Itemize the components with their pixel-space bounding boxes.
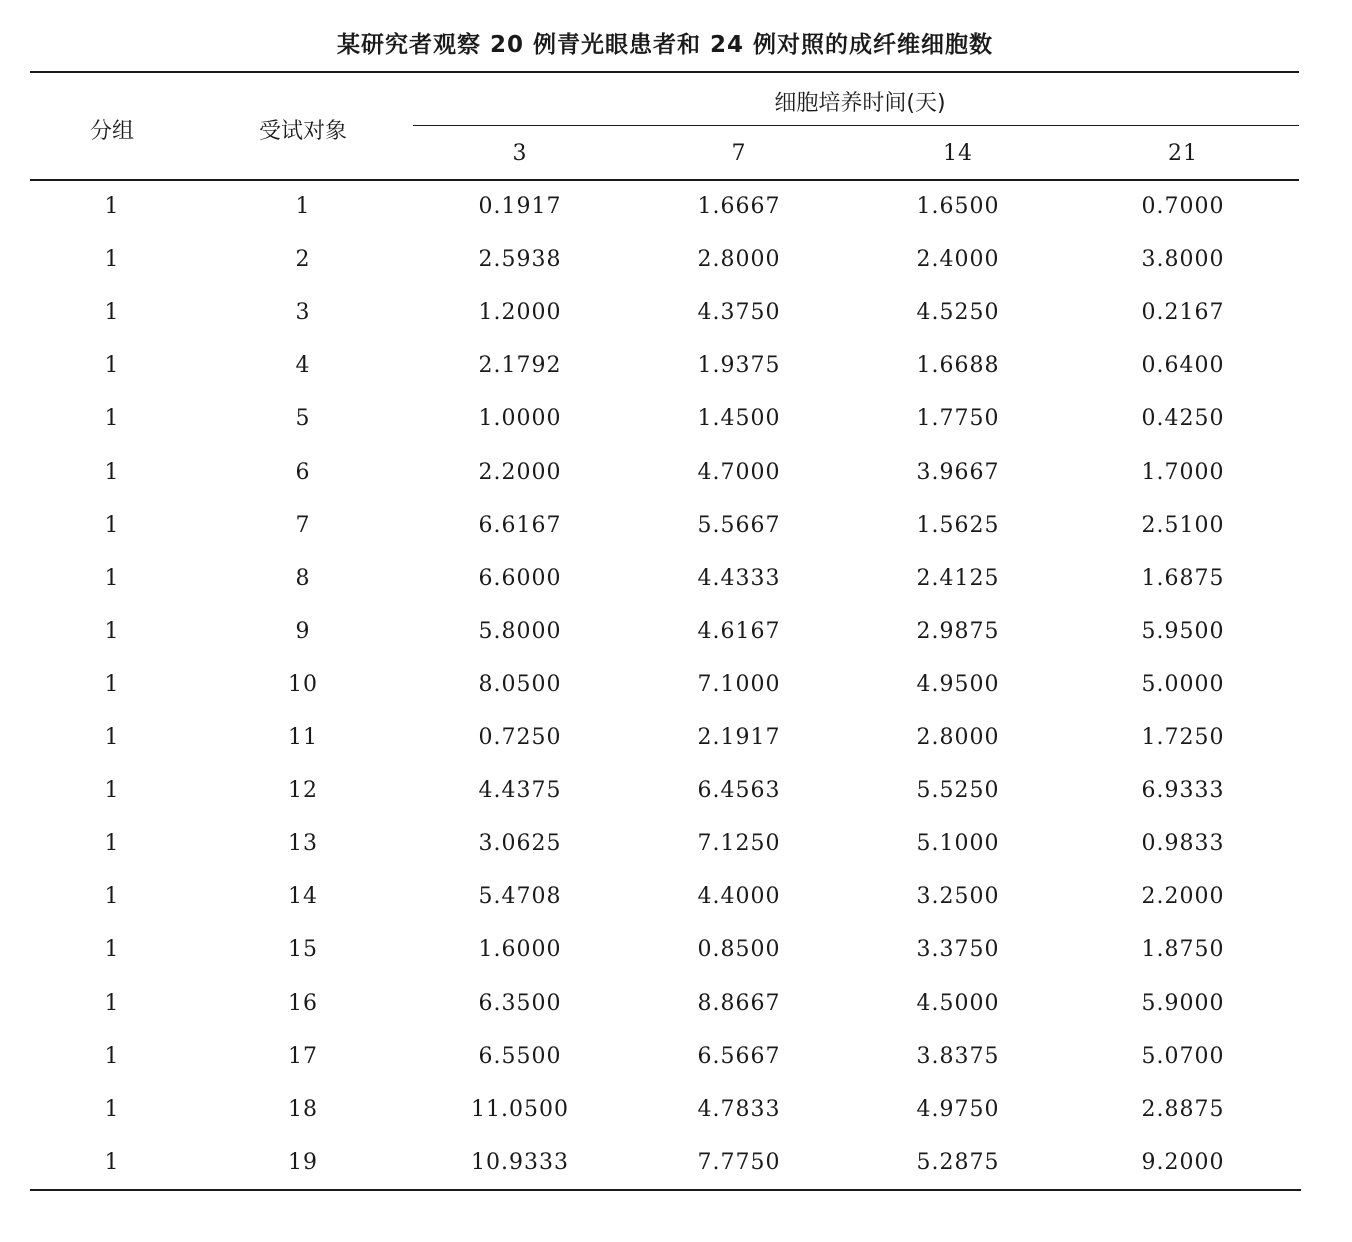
cell-group: 1 (104, 937, 120, 963)
cell-day-14: 2.8000 (916, 725, 1000, 750)
cell-day-14: 2.4125 (916, 565, 1000, 591)
cell-day-14: 4.5250 (916, 300, 1000, 326)
table-row (0, 1150, 1352, 1182)
cell-day-14: 5.1000 (916, 831, 1000, 857)
table-row (0, 831, 1352, 863)
cell-group: 1 (104, 671, 120, 697)
cell-subject: 12 (288, 778, 318, 804)
cell-day-21: 2.5100 (1141, 512, 1225, 538)
cell-day-14: 1.6500 (916, 194, 1000, 219)
cell-day-3: 3.0625 (478, 831, 562, 857)
cell-day-3: 6.3500 (478, 990, 562, 1016)
header-day-14: 14 (943, 141, 973, 166)
cell-group: 1 (104, 618, 120, 644)
cell-day-21: 5.9500 (1141, 618, 1225, 644)
cell-group: 1 (104, 1149, 120, 1175)
cell-day-7: 4.6167 (697, 618, 781, 644)
cell-group: 1 (104, 990, 120, 1016)
cell-group: 1 (104, 884, 120, 910)
bottom-rule (30, 1189, 1301, 1191)
cell-day-21: 0.6400 (1141, 353, 1225, 379)
cell-day-21: 1.7250 (1141, 725, 1225, 750)
cell-day-7: 8.8667 (697, 990, 781, 1016)
table-row (0, 1044, 1352, 1076)
cell-day-14: 4.9750 (916, 1096, 1000, 1122)
cell-day-3: 5.8000 (478, 618, 562, 644)
cell-group: 1 (104, 565, 120, 591)
header-day-7: 7 (731, 141, 747, 166)
table-row (0, 406, 1352, 438)
cell-day-7: 6.5667 (697, 1043, 781, 1069)
cell-day-7: 4.7000 (697, 459, 781, 485)
cell-day-7: 1.6667 (697, 194, 781, 219)
cell-day-14: 3.9667 (916, 459, 1000, 485)
table-row (0, 513, 1352, 545)
cell-day-21: 6.9333 (1141, 778, 1225, 804)
cell-subject: 15 (288, 937, 318, 963)
cell-day-7: 5.5667 (697, 512, 781, 538)
cell-day-3: 8.0500 (478, 671, 562, 697)
cell-day-7: 4.4333 (697, 565, 781, 591)
cell-subject: 5 (295, 406, 311, 432)
cell-day-21: 5.0700 (1141, 1043, 1225, 1069)
cell-day-21: 1.6875 (1141, 565, 1225, 591)
cell-day-3: 6.6167 (478, 512, 562, 538)
cell-day-21: 0.2167 (1141, 300, 1225, 326)
cell-subject: 11 (288, 725, 318, 750)
cell-day-3: 6.6000 (478, 565, 562, 591)
cell-subject: 6 (295, 459, 311, 485)
header-subject: 受试对象 (258, 119, 347, 144)
cell-day-7: 7.1000 (697, 671, 781, 697)
header-culture-time: 细胞培养时间(天) (774, 91, 946, 116)
cell-day-7: 4.3750 (697, 300, 781, 326)
cell-day-14: 1.5625 (916, 512, 1000, 538)
cell-day-21: 0.9833 (1141, 831, 1225, 857)
cell-group: 1 (104, 512, 120, 538)
table-row (0, 884, 1352, 916)
cell-day-3: 1.2000 (478, 300, 562, 326)
cell-day-7: 2.1917 (697, 725, 781, 750)
cell-day-3: 1.0000 (478, 406, 562, 432)
cell-day-21: 1.7000 (1141, 459, 1225, 485)
cell-subject: 8 (295, 565, 311, 591)
cell-day-14: 2.9875 (916, 618, 1000, 644)
cell-day-7: 4.7833 (697, 1096, 781, 1122)
cell-day-7: 1.9375 (697, 353, 781, 379)
table-row (0, 1097, 1352, 1129)
cell-group: 1 (104, 247, 120, 273)
cell-day-7: 2.8000 (697, 247, 781, 273)
cell-day-21: 2.2000 (1141, 884, 1225, 910)
cell-day-7: 0.8500 (697, 937, 781, 963)
cell-subject: 16 (288, 990, 318, 1016)
cell-day-14: 1.7750 (916, 406, 1000, 432)
cell-day-21: 5.0000 (1141, 671, 1225, 697)
table-row (0, 194, 1352, 226)
cell-subject: 10 (288, 671, 318, 697)
cell-subject: 9 (295, 618, 311, 644)
table-row (0, 778, 1352, 810)
cell-day-7: 7.1250 (697, 831, 781, 857)
cell-day-21: 0.7000 (1141, 194, 1225, 219)
cell-group: 1 (104, 194, 120, 219)
cell-day-3: 2.5938 (478, 247, 562, 273)
cell-group: 1 (104, 1096, 120, 1122)
cell-group: 1 (104, 831, 120, 857)
span-rule (413, 125, 1299, 126)
cell-day-3: 0.1917 (478, 194, 562, 219)
cell-day-7: 4.4000 (697, 884, 781, 910)
header-day-3: 3 (512, 141, 528, 166)
cell-day-21: 2.8875 (1141, 1096, 1225, 1122)
cell-day-21: 0.4250 (1141, 406, 1225, 432)
table-row (0, 672, 1352, 704)
cell-day-14: 4.9500 (916, 671, 1000, 697)
cell-subject: 1 (295, 194, 311, 219)
cell-day-3: 5.4708 (478, 884, 562, 910)
cell-day-3: 4.4375 (478, 778, 562, 804)
table-row (0, 460, 1352, 492)
cell-subject: 3 (295, 300, 311, 326)
table-row (0, 619, 1352, 651)
cell-subject: 14 (288, 884, 318, 910)
cell-group: 1 (104, 353, 120, 379)
cell-subject: 2 (295, 247, 311, 273)
cell-day-21: 5.9000 (1141, 990, 1225, 1016)
cell-day-14: 2.4000 (916, 247, 1000, 273)
cell-subject: 18 (288, 1096, 318, 1122)
cell-day-14: 5.2875 (916, 1149, 1000, 1175)
top-rule (30, 71, 1299, 73)
cell-group: 1 (104, 459, 120, 485)
cell-day-3: 2.2000 (478, 459, 562, 485)
header-rule (30, 179, 1299, 181)
cell-day-14: 3.3750 (916, 937, 1000, 963)
cell-day-7: 1.4500 (697, 406, 781, 432)
table-row (0, 247, 1352, 279)
cell-group: 1 (104, 300, 120, 326)
table-row (0, 300, 1352, 332)
cell-day-14: 1.6688 (916, 353, 1000, 379)
cell-day-21: 9.2000 (1141, 1149, 1225, 1175)
cell-day-7: 7.7750 (697, 1149, 781, 1175)
cell-day-14: 3.8375 (916, 1043, 1000, 1069)
cell-group: 1 (104, 1043, 120, 1069)
table-title: 某研究者观察 20 例青光眼患者和 24 例对照的成纤维细胞数 (336, 32, 994, 58)
cell-subject: 7 (295, 512, 311, 538)
cell-day-3: 10.9333 (471, 1149, 569, 1175)
cell-day-3: 0.7250 (478, 725, 562, 750)
cell-subject: 19 (288, 1149, 318, 1175)
cell-group: 1 (104, 406, 120, 432)
table-row (0, 725, 1352, 757)
cell-day-3: 1.6000 (478, 937, 562, 963)
header-day-21: 21 (1168, 141, 1198, 166)
table-row (0, 991, 1352, 1023)
cell-subject: 13 (288, 831, 318, 857)
cell-day-7: 6.4563 (697, 778, 781, 804)
cell-subject: 4 (295, 353, 311, 379)
cell-day-14: 5.5250 (916, 778, 1000, 804)
header-group: 分组 (89, 119, 134, 144)
cell-group: 1 (104, 778, 120, 804)
table-row (0, 353, 1352, 385)
cell-day-3: 11.0500 (471, 1096, 569, 1122)
table-row (0, 566, 1352, 598)
cell-day-21: 3.8000 (1141, 247, 1225, 273)
cell-day-3: 2.1792 (478, 353, 562, 379)
cell-group: 1 (104, 725, 120, 750)
cell-day-21: 1.8750 (1141, 937, 1225, 963)
cell-day-14: 3.2500 (916, 884, 1000, 910)
cell-day-3: 6.5500 (478, 1043, 562, 1069)
cell-day-14: 4.5000 (916, 990, 1000, 1016)
cell-subject: 17 (288, 1043, 318, 1069)
table-row (0, 937, 1352, 969)
